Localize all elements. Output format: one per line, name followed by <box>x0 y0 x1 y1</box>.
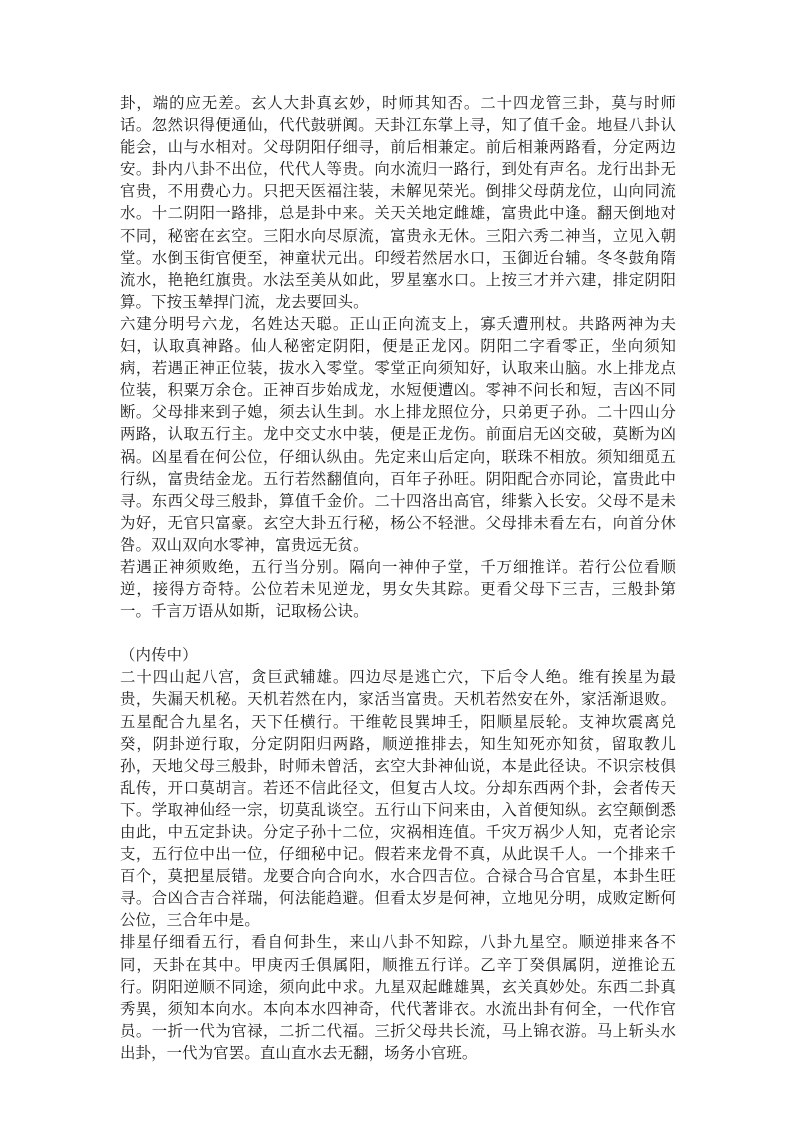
paragraph-4: 二十四山起八宫，贪巨武辅雄。四边尽是逃亡穴，下后令人绝。维有挨星为最贵，失漏天机秘。天机若然在内，家活当富贵。天机若然安在外，家活渐退败。五星配合九星名，天下任横行。干维乾艮巽坤壬，阳顺星辰轮。支神坎震离兑癸，阴卦逆行取，分定阴阳归两路，顺逆推排去，知生知死亦知贫，留取教儿孙，天地父母三般卦，时师未曾活，玄空大卦神仙说，本是此径诀。不识宗枝俱乱传，开口莫胡言。若还不信此径文，但复古人坟。分却东西两个卦，会者传天下。学取神仙经一宗，切莫乱谈空。五行山下问来由，入首便知纵。玄空颠倒悉由此，中五定卦诀。分定子孙十二位，灾祸相连值。千灾万祸少人知，克者论宗支，五行位中出一位，仔细秘中记。假若来龙骨不真，从此误千人。一个排来千百个，莫把星辰错。龙要合向合向水，水合四吉位。合禄合马合官星，本卦生旺寻。合凶合吉合祥瑞，何法能趋避。但看太岁是何神，立地见分明，成败定断何公位，三合年中是。 <box>120 668 676 930</box>
document-body <box>120 92 676 1064</box>
paragraph-2: 六建分明号六龙，名姓达天聪。正山正向流支上，寡夭遭刑杖。共路两神为夫妇，认取真神路。仙人秘密定阴阳，便是正龙冈。阴阳二字看零正，坐向须知病，若遇正神正位装，拔水入零堂。零堂正向须知好，认取来山脑。水上排龙点位装，积粟万余仓。正神百步始成龙，水短便遭凶。零神不问长和短，吉凶不同断。父母排来到子媳，须去认生刲。水上排龙照位分，只弟更子孙。二十四山分两路，认取五行主。龙中交丈水中装，便是正龙伤。前面启无凶交破，莫断为凶祸。凶星看在何公位，仔细认纵由。先定来山后定向，联珠不相放。须知细觅五行纵，富贵结金龙。五行若然翻值向，百年子孙旺。阴阳配合亦同论，富贵此中寻。东西父母三般卦，算值千金价。二十四洛出高官，绯紫入长安。父母不是未为好，无官只富豪。玄空大卦五行秘，杨公不轻泄。父母排未看左右，向首分休咎。双山双向水零神，富贵远无贫。 <box>120 314 676 554</box>
paragraph-3: 若遇正神须败绝，五行当分别。隔向一神仲子堂，千万细推详。若行公位看顺逆，接得方奇特。公位若未见逆龙，男女失其踪。更看父母下三吉，三般卦第一。千言万语从如斯，记取杨公诀。 <box>120 557 676 621</box>
paragraph-1: 卦，端的应无差。玄人大卦真玄妙，时师其知否。二十四龙管三卦，莫与时师话。忽然识得便通仙，代代鼓骈阗。天卦江东掌上寻，知了值千金。地昼八卦认能会，山与水相对。父母阴阳仔细寻，前后相兼定。前后相兼两路看，分定两边安。卦内八卦不出位，代代人等贵。向水流归一路行，到处有声名。龙行出卦无官贵，不用费心力。只把天医福注装，未解见荣光。倒排父母荫龙位，山向同流水。十二阴阳一路排，总是卦中来。关天关地定雌雄，富贵此中逢。翻天倒地对不同，秘密在玄空。三阳水向尽原流，富贵永无休。三阳六秀二神当，立见入朝堂。水倒玉街官便至，神童状元出。印绶若然居水口，玉御近台辅。冬冬鼓角隋流水，艳艳红旗贵。水法至美从如此，罗星塞水口。上按三才并六建，排定阴阳算。下按玉辇捍门流，龙去要回头。 <box>120 94 676 311</box>
section-heading: （内传中） <box>120 646 198 665</box>
paragraph-spacer <box>120 622 676 644</box>
paragraph-5: 排星仔细看五行，看自何卦生，来山八卦不知踪，八卦九星空。顺逆排来各不同，天卦在其中。甲庚丙壬俱属阳，顺推五行详。乙辛丁癸俱属阴，逆推论五行。阴阳逆顺不同途，须向此中求。九星双起雌雄異，玄关真妙处。东西二卦真秀異，须知本向水。本向本水四神奇，代代著诽衣。水流出卦有何全，一代作官员。一折一代为官禄，二折二代福。三折父母共长流，马上锦衣游。马上斩头水出卦，一代为官罢。直山直水去无翻，场务小官班。 <box>120 933 676 1062</box>
